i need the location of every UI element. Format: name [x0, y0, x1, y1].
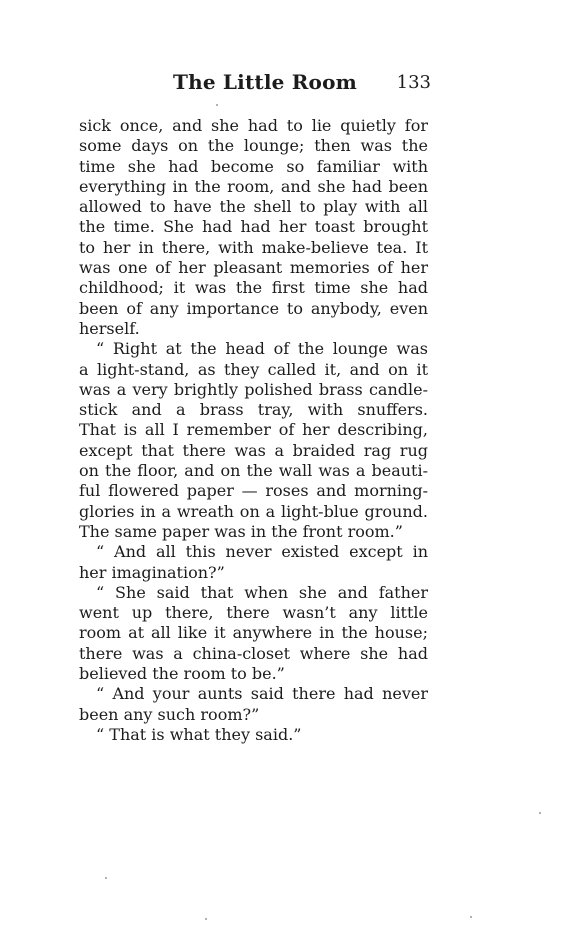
text-line: the time. She had had her toast brought — [79, 217, 428, 237]
text-line: believed the room to be.” — [79, 664, 285, 684]
text-line: to her in there, with make-believe tea. It — [79, 237, 428, 257]
text-line: That is all I remember of her describing, — [79, 420, 428, 440]
text-line: some days on the lounge; then was the — [79, 136, 428, 156]
text-line: on the floor, and on the wall was a beauti- — [79, 461, 428, 481]
page-number: 133 — [396, 72, 431, 93]
text-line: “ She said that when she and father — [96, 582, 428, 602]
text-line: everything in the room, and she had been — [79, 176, 428, 196]
text-line: been any such room?” — [79, 704, 260, 724]
text-line: room at all like it anywhere in the house; — [79, 623, 428, 643]
text-line: went up there, there wasn’t any little — [79, 603, 428, 623]
text-line: ful flowered paper — roses and morning- — [79, 481, 428, 501]
text-line: a light-stand, as they called it, and on it — [79, 359, 428, 379]
text-line: “ That is what they said.” — [96, 724, 302, 744]
text-line: been of any importance to anybody, even — [79, 298, 428, 318]
print-speck — [205, 918, 207, 920]
running-title: The Little Room — [173, 70, 357, 94]
print-speck — [216, 104, 218, 106]
text-line: was one of her pleasant memories of her — [79, 258, 428, 278]
text-line: was a very brightly polished brass candle- — [79, 379, 428, 399]
text-line: “ Right at the head of the lounge was — [96, 339, 428, 359]
text-line: herself. — [79, 318, 140, 338]
text-line: The same paper was in the front room.” — [79, 521, 403, 541]
body-text — [79, 116, 428, 745]
text-line: childhood; it was the first time she had — [79, 278, 428, 298]
text-line: sick once, and she had to lie quietly for — [79, 116, 428, 135]
text-line: her imagination?” — [79, 562, 225, 582]
print-speck — [470, 916, 472, 918]
print-speck — [105, 877, 107, 879]
text-line: glories in a wreath on a light-blue ground. — [79, 501, 428, 521]
text-line: “ And your aunts said there had never — [96, 684, 428, 704]
running-head — [173, 70, 431, 92]
text-line: allowed to have the shell to play with all — [79, 197, 428, 217]
print-speck — [539, 812, 541, 814]
text-line: there was a china-closet where she had — [79, 643, 428, 663]
text-line: except that there was a braided rag rug — [79, 440, 428, 460]
text-line: time she had become so familiar with — [79, 156, 428, 176]
text-line: stick and a brass tray, with snuffers. — [79, 400, 428, 420]
text-line: “ And all this never existed except in — [96, 542, 428, 562]
